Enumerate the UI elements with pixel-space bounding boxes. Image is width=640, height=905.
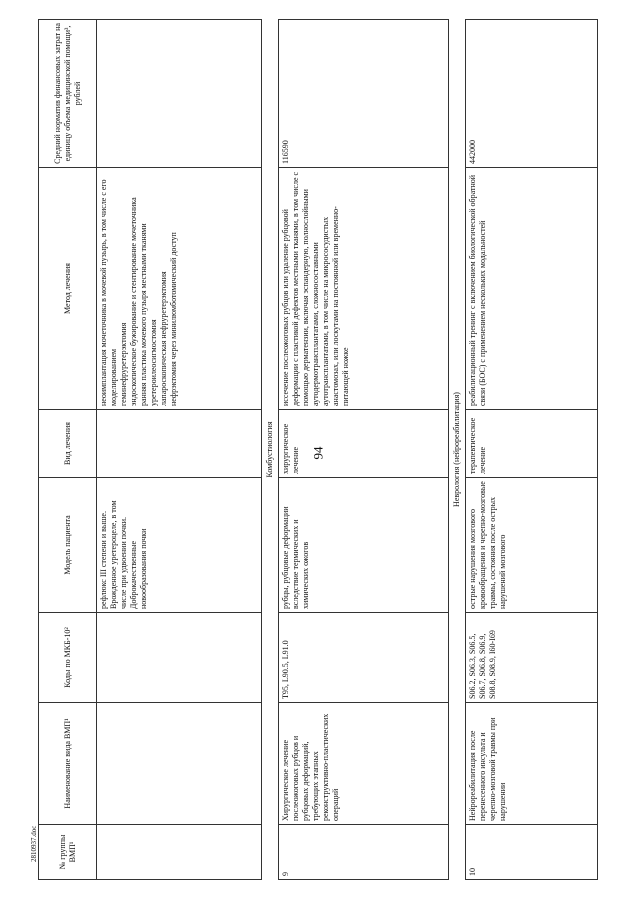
treatment-method bbox=[279, 168, 449, 410]
header-cost: Средний норматив финансовых затрат на единицу объема медицинской помощи³, рублей bbox=[39, 20, 97, 168]
treatment-type: терапевтическое лечение bbox=[466, 410, 598, 478]
treatment-type: хирургическое лечение bbox=[279, 410, 449, 478]
group-number: 9 bbox=[279, 825, 449, 880]
table-row bbox=[279, 20, 449, 880]
treatment-method bbox=[466, 168, 598, 410]
cont-name bbox=[97, 703, 262, 825]
cont-method-line: геминефруретерэктомия bbox=[119, 322, 128, 406]
cont-model-line: Доброкачественные новообразования почки bbox=[129, 528, 148, 609]
file-footer: 2810937.doc bbox=[30, 825, 38, 862]
group-number: 10 bbox=[466, 825, 598, 880]
cont-method-line: нефрэктомия через минилюмботомический доступ bbox=[169, 232, 178, 406]
table-row bbox=[466, 20, 598, 880]
patient-model: острые нарушения мозгового кровообращения и черепно-мозговые травмы, состояния после острых нарушений мозгового bbox=[466, 478, 598, 613]
page-number: 94 bbox=[310, 446, 326, 460]
cont-cost bbox=[97, 20, 262, 168]
cont-group bbox=[97, 825, 262, 880]
icd-codes: T95, L90.5, L91.0 bbox=[279, 613, 449, 703]
cont-method-line: ранняя пластика мочевого пузыря местными тканями bbox=[139, 223, 148, 406]
header-type: Вид лечения bbox=[39, 410, 97, 478]
cont-model bbox=[97, 478, 262, 613]
cont-codes bbox=[97, 613, 262, 703]
header-group: № группы ВМП¹ bbox=[39, 825, 97, 880]
cont-model-line: рефлюкс III степени и выше. bbox=[99, 511, 108, 609]
section-row-combustiology bbox=[262, 20, 279, 880]
section-row-neurology bbox=[449, 20, 466, 880]
cont-method-line: неоимплантация мочеточника в мочевой пузырь, в том числе с его моделированием bbox=[99, 179, 118, 406]
cont-method-line: уретероилеосигмостомия bbox=[149, 319, 158, 406]
cont-type bbox=[97, 410, 262, 478]
cont-method-line: эндоскопическое бужирование и стентирование мочеточника bbox=[129, 197, 138, 406]
vmp-table bbox=[38, 19, 598, 880]
header-method: Метод лечения bbox=[39, 168, 97, 410]
table-row-continuation bbox=[97, 20, 262, 880]
header-row bbox=[39, 20, 97, 880]
icd-codes: S06.2, S06.3, S06.5, S06.7, S06.8, S06.9, S08.8, S08.9, I60-I69 bbox=[466, 613, 598, 703]
method-line: реабилитационный тренинг с включением биологической обратной связи (БОС) с применением нескольких модальностей bbox=[468, 174, 487, 406]
header-codes: Коды по МКБ-10² bbox=[39, 613, 97, 703]
header-name: Наименование вида ВМП¹ bbox=[39, 703, 97, 825]
vmp-name: Хирургическое лечение послеожоговых рубцов и рубцовых деформаций, требующих этапных реконструктивно-пластических операций bbox=[279, 703, 449, 825]
section-title: Неврология (нейрореабилитация) bbox=[449, 20, 466, 880]
header-model: Модель пациента bbox=[39, 478, 97, 613]
document-table-rotated bbox=[38, 20, 598, 880]
vmp-name: Нейрореабилитация после перенесенного инсульта и черепно-мозговой травмы при нарушении bbox=[466, 703, 598, 825]
cost-value: 442000 bbox=[466, 20, 598, 168]
cont-model-line: Врожденное уретероцеле, в том числе при удвоении почки. bbox=[109, 500, 128, 609]
cost-value: 116590 bbox=[279, 20, 449, 168]
patient-model: рубцы, рубцовые деформации вследствие термических и химических ожогов bbox=[279, 478, 449, 613]
cont-method-line: лапароскопическая нефруретерэктомия bbox=[159, 271, 168, 406]
method-line: иссечение послеожоговых рубцов или удаление рубцовой деформации с пластикой дефектов местными тканями, в том числе с помощью дерматензии, включая эспандерную, полнослойными аутодермотрансплантатами, сложносоставными аутотрансплантатами, в том числе на микрососудистых анастомозах, или лоскутами на постоянной или временно-питающей ножке bbox=[281, 171, 350, 406]
section-title: Комбустиология bbox=[262, 20, 279, 880]
cont-method bbox=[97, 168, 262, 410]
